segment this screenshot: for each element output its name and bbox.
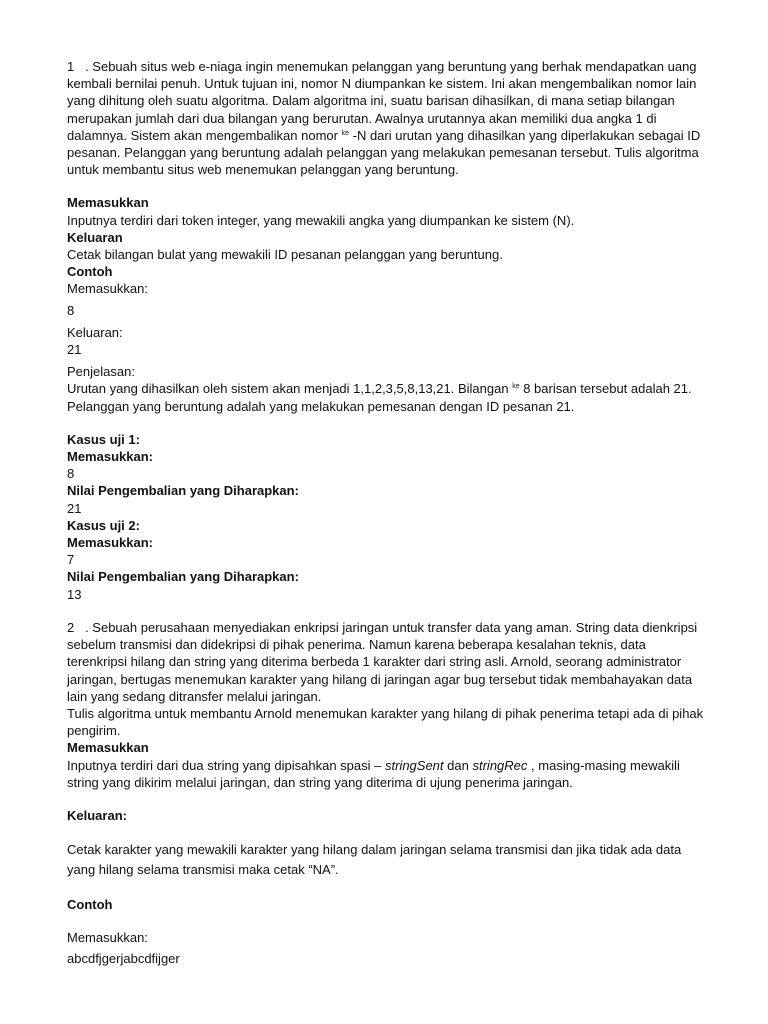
- q1-number: 1: [67, 59, 75, 74]
- q2-input-text-b: dan: [447, 757, 469, 773]
- q2-input-text: [67, 757, 707, 791]
- q2-input-text-c: , masing-masing mewakili string yang dikirim melalui jaringan, dan string yang diterima di ujung penerima jaringan.: [67, 757, 680, 790]
- q1-explanation-superscript: ke: [512, 383, 520, 391]
- q1-explanation-text-a: Urutan yang dihasilkan oleh sistem akan menjadi 1,1,2,3,5,8,13,21. Bilangan: [67, 381, 509, 397]
- test-case-2-expected-value: 13: [67, 586, 82, 602]
- test-case-2-input-label: Memasukkan:: [67, 535, 153, 551]
- q1-input-heading: Memasukkan: [67, 195, 149, 211]
- q1-example-input-value: 8: [67, 302, 75, 318]
- q2-output-heading: Keluaran:: [67, 807, 127, 823]
- q1-intro-superscript: ke: [341, 129, 349, 137]
- test-case-2-title: Kasus uji 2:: [67, 517, 140, 533]
- test-case-2-expected-label: Nilai Pengembalian yang Diharapkan:: [67, 569, 299, 585]
- q1-example-heading: Contoh: [67, 264, 113, 280]
- q1-explanation: [67, 380, 707, 414]
- q1-example-output-label: Keluaran:: [67, 324, 123, 340]
- q1-explanation-label: Penjelasan:: [67, 364, 135, 380]
- q2-input-term-string-sent: stringSent: [384, 757, 444, 773]
- test-case-2-input-value: 7: [67, 552, 75, 568]
- q1-intro: [67, 58, 707, 178]
- test-case-1-title: Kasus uji 1:: [67, 431, 140, 447]
- q1-input-text: Inputnya terdiri dari token integer, yang mewakili angka yang diumpankan ke sistem (N).: [67, 212, 575, 228]
- q2-input-text-a: Inputnya terdiri dari dua string yang dipisahkan spasi –: [67, 757, 382, 773]
- q1-output-text: Cetak bilangan bulat yang mewakili ID pesanan pelanggan yang beruntung.: [67, 247, 503, 263]
- q2-example-input-value: abcdfjgerjabcdfijger: [67, 950, 180, 966]
- document-page: [67, 58, 707, 967]
- q2-task: Tulis algoritma untuk membantu Arnold menemukan karakter yang hilang di pihak penerima tetapi ada di pihak pengirim.: [67, 705, 704, 739]
- test-case-1-input-label: Memasukkan:: [67, 449, 153, 465]
- q2-example-heading: Contoh: [67, 897, 113, 913]
- q2-example-input-label: Memasukkan:: [67, 930, 148, 946]
- q2-output-text: Cetak karakter yang mewakili karakter yang hilang dalam jaringan selama transmisi dan jika tidak ada data yang hilang selama transmisi maka cetak “NA”.: [67, 842, 682, 878]
- test-case-1-expected-label: Nilai Pengembalian yang Diharapkan:: [67, 483, 299, 499]
- q2-intro: [67, 619, 707, 705]
- q1-explanation-text-b: 8 barisan tersebut adalah 21. Pelanggan yang beruntung adalah yang melakukan pemesanan dengan ID pesanan 21.: [67, 381, 692, 414]
- test-case-1-input-value: 8: [67, 466, 75, 482]
- q2-intro-text: . Sebuah perusahaan menyediakan enkripsi jaringan untuk transfer data yang aman. String data dienkripsi sebelum transmisi dan didekripsi di pihak penerima. Namun karena beberapa kesalahan teknis, data terenkripsi hilang dan string yang diterima berbeda 1 karakter dari string asli. Arnold, seorang administrator jaringan, bertugas menemukan karakter yang hilang di jaringan agar bug tersebut tidak membahayakan data lain yang sedang ditransfer melalui jaringan.: [67, 619, 698, 704]
- q1-example-input-label: Memasukkan:: [67, 281, 148, 297]
- q1-intro-text-a: . Sebuah situs web e-niaga ingin menemukan pelanggan yang beruntung yang berhak mendapatkan uang kembali bernilai penuh. Untuk tujuan ini, nomor N diumpankan ke sistem. Ini akan mengembalikan nomor lain yang dihitung oleh suatu algoritma. Dalam algoritma ini, suatu barisan dihasilkan, di mana setiap bilangan merupakan jumlah dari dua bilangan yang berurutan. Awalnya urutannya akan memiliki dua angka 1 di dalamnya. Sistem akan mengembalikan nomor: [67, 59, 697, 143]
- q1-output-heading: Keluaran: [67, 229, 123, 245]
- q2-number: 2: [67, 619, 75, 635]
- test-case-1-expected-value: 21: [67, 500, 82, 516]
- q2-input-heading: Memasukkan: [67, 740, 149, 756]
- q1-intro-text-b: -N dari urutan yang dihasilkan yang diperlakukan sebagai ID pesanan. Pelanggan yang beruntung adalah pelanggan yang melakukan pemesanan tersebut. Tulis algoritma untuk membantu situs web menemukan pelanggan yang beruntung.: [67, 127, 701, 178]
- q1-example-output-value: 21: [67, 342, 82, 358]
- q2-input-term-string-rec: stringRec: [472, 757, 528, 773]
